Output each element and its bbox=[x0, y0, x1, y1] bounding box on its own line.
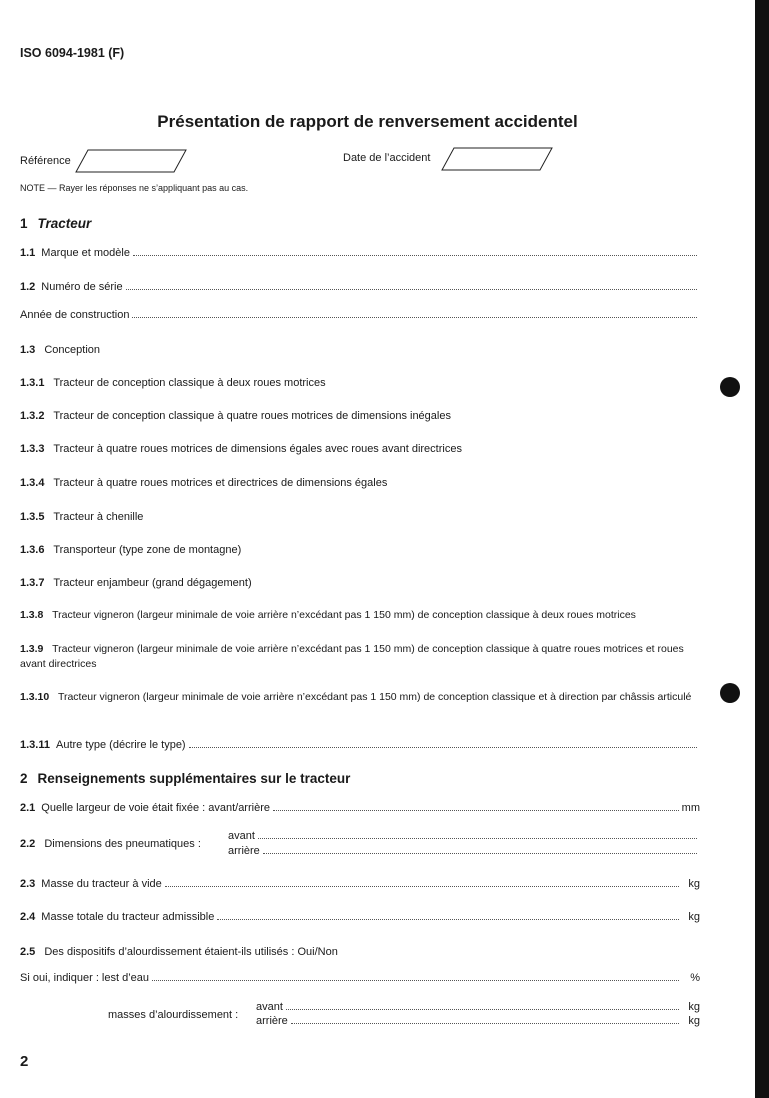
unit-kg: kg bbox=[688, 911, 700, 923]
option-1-3-10[interactable] bbox=[20, 690, 700, 705]
item-label: Numéro de série bbox=[41, 281, 123, 293]
dotted-leader bbox=[132, 316, 697, 318]
item-number: 1.3 bbox=[20, 344, 36, 356]
field-water-ballast[interactable] bbox=[20, 972, 700, 984]
dotted-leader bbox=[126, 288, 697, 290]
front-label: avant bbox=[256, 1001, 283, 1013]
item-label: Tracteur vigneron (largeur minimale de voie arrière n’excédant pas 1 150 mm) de conception classique à quatre roues motrices et roues avant directrices bbox=[20, 643, 684, 670]
field-1-3-11[interactable] bbox=[20, 739, 700, 751]
unit-percent: % bbox=[690, 972, 700, 984]
document-id: ISO 6094-1981 (F) bbox=[20, 46, 125, 60]
accident-date-field[interactable] bbox=[440, 146, 554, 172]
item-label: Marque et modèle bbox=[41, 247, 130, 259]
item-label: Masse du tracteur à vide bbox=[41, 878, 162, 890]
item-2-5 bbox=[20, 945, 700, 960]
punch-hole-icon bbox=[720, 377, 740, 397]
unit-kg: kg bbox=[688, 878, 700, 890]
field-1-2[interactable] bbox=[20, 281, 700, 293]
field-2-3[interactable] bbox=[20, 878, 700, 890]
field-tyre-front[interactable] bbox=[228, 830, 700, 842]
item-label: Dimensions des pneumatiques : bbox=[44, 838, 201, 850]
item-number: 1.3.6 bbox=[20, 544, 45, 556]
unit-kg: kg bbox=[688, 1001, 700, 1013]
item-number: 1.3.4 bbox=[20, 477, 45, 489]
item-label: Des dispositifs d’alourdissement étaient-ils utilisés : Oui/Non bbox=[44, 946, 338, 958]
item-label: Tracteur vigneron (largeur minimale de voie arrière n’excédant pas 1 150 mm) de conception classique à deux roues motrices bbox=[52, 609, 636, 621]
option-1-3-5[interactable] bbox=[20, 510, 700, 525]
option-1-3-2[interactable] bbox=[20, 409, 700, 424]
item-label: Conception bbox=[44, 344, 101, 356]
rear-label: arrière bbox=[228, 845, 260, 857]
reference-field[interactable] bbox=[74, 148, 188, 174]
option-1-3-3[interactable] bbox=[20, 442, 700, 457]
section-number: 1 bbox=[20, 216, 28, 231]
item-number: 2.1 bbox=[20, 802, 36, 814]
item-number: 1.3.5 bbox=[20, 511, 45, 523]
note: NOTE — Rayer les réponses ne s’appliquant pas au cas. bbox=[20, 183, 249, 193]
weights-label: masses d’alourdissement : bbox=[108, 1009, 239, 1021]
option-1-3-6[interactable] bbox=[20, 543, 700, 558]
item-label: Tracteur à quatre roues motrices et directrices de dimensions égales bbox=[53, 477, 388, 489]
item-label: Tracteur vigneron (largeur minimale de voie arrière n’excédant pas 1 150 mm) de conception classique et à direction par châssis articulé bbox=[57, 691, 692, 703]
option-1-3-1[interactable] bbox=[20, 376, 700, 391]
item-number: 1.3.3 bbox=[20, 443, 45, 455]
dotted-leader bbox=[189, 746, 697, 748]
section-title: Renseignements supplémentaires sur le tracteur bbox=[37, 771, 351, 786]
option-1-3-9[interactable] bbox=[20, 642, 700, 672]
item-number: 2.2 bbox=[20, 838, 36, 850]
item-number: 1.2 bbox=[20, 281, 36, 293]
field-2-1[interactable] bbox=[20, 802, 700, 814]
option-1-3-4[interactable] bbox=[20, 476, 700, 491]
item-1-3 bbox=[20, 343, 700, 358]
section-2-heading bbox=[20, 771, 350, 786]
dotted-leader bbox=[258, 837, 697, 839]
item-number: 1.3.11 bbox=[20, 739, 50, 751]
punch-hole-icon bbox=[720, 683, 740, 703]
option-1-3-8[interactable] bbox=[20, 608, 700, 623]
item-number: 1.3.9 bbox=[20, 643, 44, 655]
page-number: 2 bbox=[20, 1053, 29, 1070]
item-label: Quelle largeur de voie était fixée : avant/arrière bbox=[41, 802, 270, 814]
dotted-leader bbox=[263, 852, 697, 854]
item-label: Tracteur de conception classique à quatre roues motrices de dimensions inégales bbox=[53, 410, 451, 422]
dotted-leader bbox=[291, 1022, 679, 1024]
dotted-leader bbox=[152, 979, 679, 981]
item-number: 1.3.10 bbox=[20, 691, 50, 703]
item-label: Tracteur enjambeur (grand dégagement) bbox=[53, 577, 252, 589]
dotted-leader bbox=[165, 885, 679, 887]
field-tyre-rear[interactable] bbox=[228, 845, 700, 857]
rear-label: arrière bbox=[256, 1015, 288, 1027]
page-title: Présentation de rapport de renversement accidentel bbox=[157, 112, 578, 131]
item-number: 2.5 bbox=[20, 946, 36, 958]
item-number: 2.3 bbox=[20, 878, 36, 890]
item-label: Tracteur à quatre roues motrices de dimensions égales avec roues avant directrices bbox=[53, 443, 462, 455]
field-annee[interactable] bbox=[20, 309, 700, 321]
dotted-leader bbox=[273, 809, 679, 811]
reference-label: Référence bbox=[20, 155, 71, 167]
item-label: Transporteur (type zone de montagne) bbox=[53, 544, 242, 556]
item-number: 1.1 bbox=[20, 247, 36, 259]
item-label: Si oui, indiquer : lest d’eau bbox=[20, 972, 150, 984]
section-title: Tracteur bbox=[37, 216, 92, 231]
front-label: avant bbox=[228, 830, 255, 842]
dotted-leader bbox=[133, 254, 697, 256]
unit-mm: mm bbox=[681, 802, 700, 814]
scan-edge bbox=[755, 0, 769, 1098]
item-2-2 bbox=[20, 838, 201, 850]
dotted-leader bbox=[286, 1008, 679, 1010]
field-weights-rear[interactable] bbox=[256, 1015, 700, 1027]
option-1-3-7[interactable] bbox=[20, 576, 700, 591]
item-number: 1.3.2 bbox=[20, 410, 45, 422]
item-label: Masse totale du tracteur admissible bbox=[41, 911, 215, 923]
item-label: Tracteur à chenille bbox=[53, 511, 144, 523]
unit-kg: kg bbox=[688, 1015, 700, 1027]
field-2-4[interactable] bbox=[20, 911, 700, 923]
dotted-leader bbox=[217, 918, 679, 920]
item-number: 1.3.1 bbox=[20, 377, 45, 389]
item-label: Autre type (décrire le type) bbox=[55, 739, 186, 751]
section-number: 2 bbox=[20, 771, 28, 786]
field-weights-front[interactable] bbox=[256, 1001, 700, 1013]
item-number: 1.3.8 bbox=[20, 609, 44, 621]
item-number: 2.4 bbox=[20, 911, 36, 923]
item-label: Année de construction bbox=[20, 309, 130, 321]
field-1-1[interactable] bbox=[20, 247, 700, 259]
item-number: 1.3.7 bbox=[20, 577, 45, 589]
item-label: Tracteur de conception classique à deux roues motrices bbox=[53, 377, 326, 389]
accident-date-label: Date de l’accident bbox=[343, 152, 431, 164]
section-1-heading bbox=[20, 216, 91, 231]
